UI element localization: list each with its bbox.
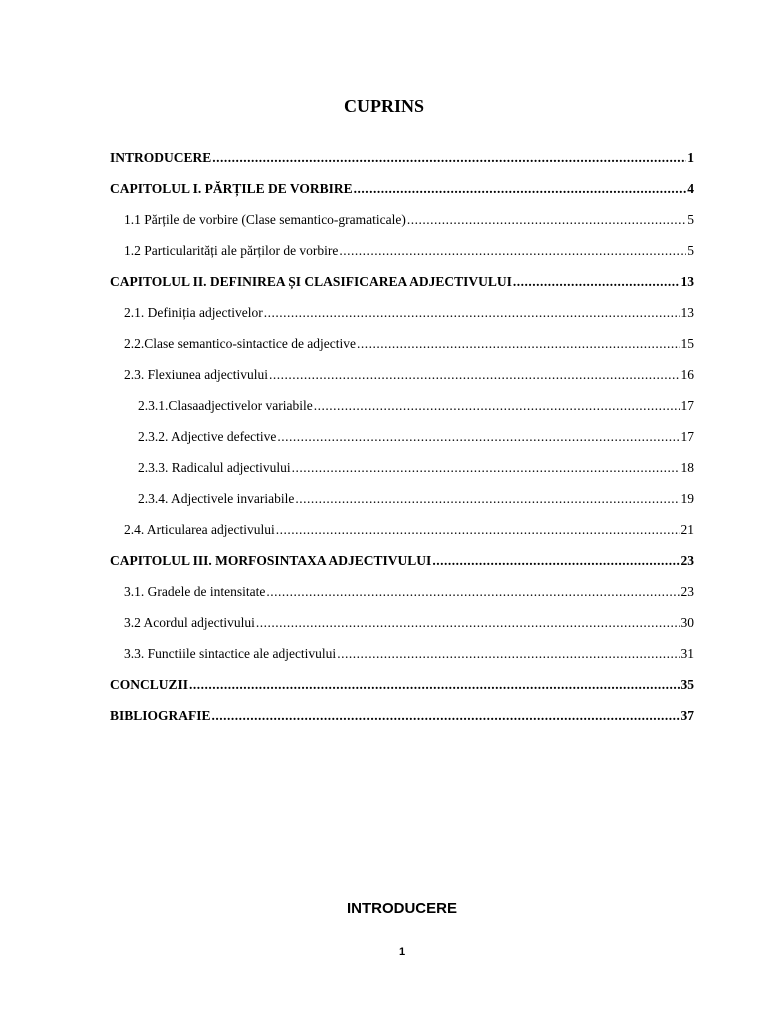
toc-entry[interactable] bbox=[110, 491, 694, 522]
toc-entry-page: 19 bbox=[680, 491, 694, 506]
toc-entry-title: 2.1. Definiția adjectivelor bbox=[124, 305, 263, 320]
toc-entry-title: 2.3.4. Adjectivele invariabile bbox=[138, 491, 295, 506]
toc-leader-dots bbox=[357, 336, 679, 352]
toc-entry-page: 15 bbox=[680, 336, 694, 351]
toc-leader-dots bbox=[264, 305, 680, 321]
toc-entry-title: CAPITOLUL II. DEFINIREA ȘI CLASIFICAREA ADJECTIVULUI bbox=[110, 274, 512, 289]
toc-leader-dots bbox=[339, 243, 686, 259]
toc-entry-title: 2.3.2. Adjective defective bbox=[138, 429, 277, 444]
toc-leader-dots bbox=[276, 522, 680, 538]
toc-entry-title: BIBLIOGRAFIE bbox=[110, 708, 211, 723]
toc-entry[interactable] bbox=[110, 305, 694, 336]
toc-entry-title: 2.4. Articularea adjectivului bbox=[124, 522, 275, 537]
toc-entry-title: 3.3. Functiile sintactice ale adjectivului bbox=[124, 646, 337, 661]
toc-leader-dots bbox=[513, 274, 680, 290]
toc-leader-dots bbox=[212, 150, 686, 166]
toc-entry-page: 16 bbox=[680, 367, 694, 382]
toc-entry-page: 4 bbox=[687, 181, 694, 196]
toc-leader-dots bbox=[314, 398, 680, 414]
toc-leader-dots bbox=[266, 584, 679, 600]
toc-entry[interactable] bbox=[110, 274, 694, 305]
toc-entry-page: 1 bbox=[687, 150, 694, 165]
toc-entry[interactable] bbox=[110, 336, 694, 367]
toc-entry-title: 3.2 Acordul adjectivului bbox=[124, 615, 255, 630]
toc-entry-title: 2.2.Clase semantico-sintactice de adjective bbox=[124, 336, 357, 351]
toc-entry-title: 2.3. Flexiunea adjectivului bbox=[124, 367, 268, 382]
toc-entry-page: 13 bbox=[680, 305, 694, 320]
toc-entry-page: 13 bbox=[680, 274, 694, 289]
toc-entry-title: CAPITOLUL III. MORFOSINTAXA ADJECTIVULUI bbox=[110, 553, 432, 568]
toc-entry[interactable] bbox=[110, 553, 694, 584]
toc-entry[interactable] bbox=[110, 150, 694, 181]
toc-entry[interactable] bbox=[110, 708, 694, 739]
toc-entry-page: 35 bbox=[680, 677, 694, 692]
toc-leader-dots bbox=[212, 708, 680, 724]
toc-entry-page: 30 bbox=[680, 615, 694, 630]
page-number: 1 bbox=[398, 946, 406, 958]
toc-entry-page: 5 bbox=[687, 243, 694, 258]
toc-entry[interactable] bbox=[110, 460, 694, 491]
toc-entry-title: 2.3.3. Radicalul adjectivului bbox=[138, 460, 291, 475]
toc-entry[interactable] bbox=[110, 398, 694, 429]
toc-entry[interactable] bbox=[110, 677, 694, 708]
table-of-contents bbox=[110, 150, 694, 739]
toc-entry-page: 17 bbox=[680, 398, 694, 413]
toc-entry-title: 2.3.1.Clasaadjectivelor variabile bbox=[138, 398, 313, 413]
toc-entry-title: CONCLUZII bbox=[110, 677, 189, 692]
toc-entry[interactable] bbox=[110, 615, 694, 646]
toc-entry-page: 23 bbox=[680, 553, 694, 568]
toc-entry-title: CAPITOLUL I. PĂRȚILE DE VORBIRE bbox=[110, 181, 353, 196]
toc-entry-title: 1.1 Părțile de vorbire (Clase semantico-gramaticale) bbox=[124, 212, 406, 227]
toc-entry[interactable] bbox=[110, 522, 694, 553]
toc-title: CUPRINS bbox=[343, 96, 424, 116]
toc-entry-page: 31 bbox=[680, 646, 694, 661]
toc-leader-dots bbox=[189, 677, 679, 693]
toc-leader-dots bbox=[295, 491, 679, 507]
toc-entry-title: INTRODUCERE bbox=[110, 150, 212, 165]
toc-leader-dots bbox=[277, 429, 679, 445]
toc-entry[interactable] bbox=[110, 181, 694, 212]
toc-leader-dots bbox=[292, 460, 680, 476]
toc-leader-dots bbox=[256, 615, 680, 631]
toc-entry-title: 1.2 Particularități ale părților de vorbire bbox=[124, 243, 339, 258]
toc-entry[interactable] bbox=[110, 212, 694, 243]
toc-entry-title: 3.1. Gradele de intensitate bbox=[124, 584, 266, 599]
section-heading: INTRODUCERE bbox=[346, 900, 457, 917]
toc-entry-page: 17 bbox=[680, 429, 694, 444]
toc-entry-page: 21 bbox=[680, 522, 694, 537]
toc-entry-page: 23 bbox=[680, 584, 694, 599]
toc-entry[interactable] bbox=[110, 429, 694, 460]
toc-entry[interactable] bbox=[110, 367, 694, 398]
toc-entry[interactable] bbox=[110, 243, 694, 274]
toc-entry-page: 5 bbox=[687, 212, 694, 227]
toc-leader-dots bbox=[337, 646, 679, 662]
toc-leader-dots bbox=[269, 367, 680, 383]
toc-entry-page: 18 bbox=[680, 460, 694, 475]
toc-entry-page: 37 bbox=[680, 708, 694, 723]
toc-leader-dots bbox=[432, 553, 679, 569]
toc-leader-dots bbox=[354, 181, 687, 197]
toc-entry[interactable] bbox=[110, 584, 694, 615]
toc-leader-dots bbox=[407, 212, 686, 228]
toc-entry[interactable] bbox=[110, 646, 694, 677]
